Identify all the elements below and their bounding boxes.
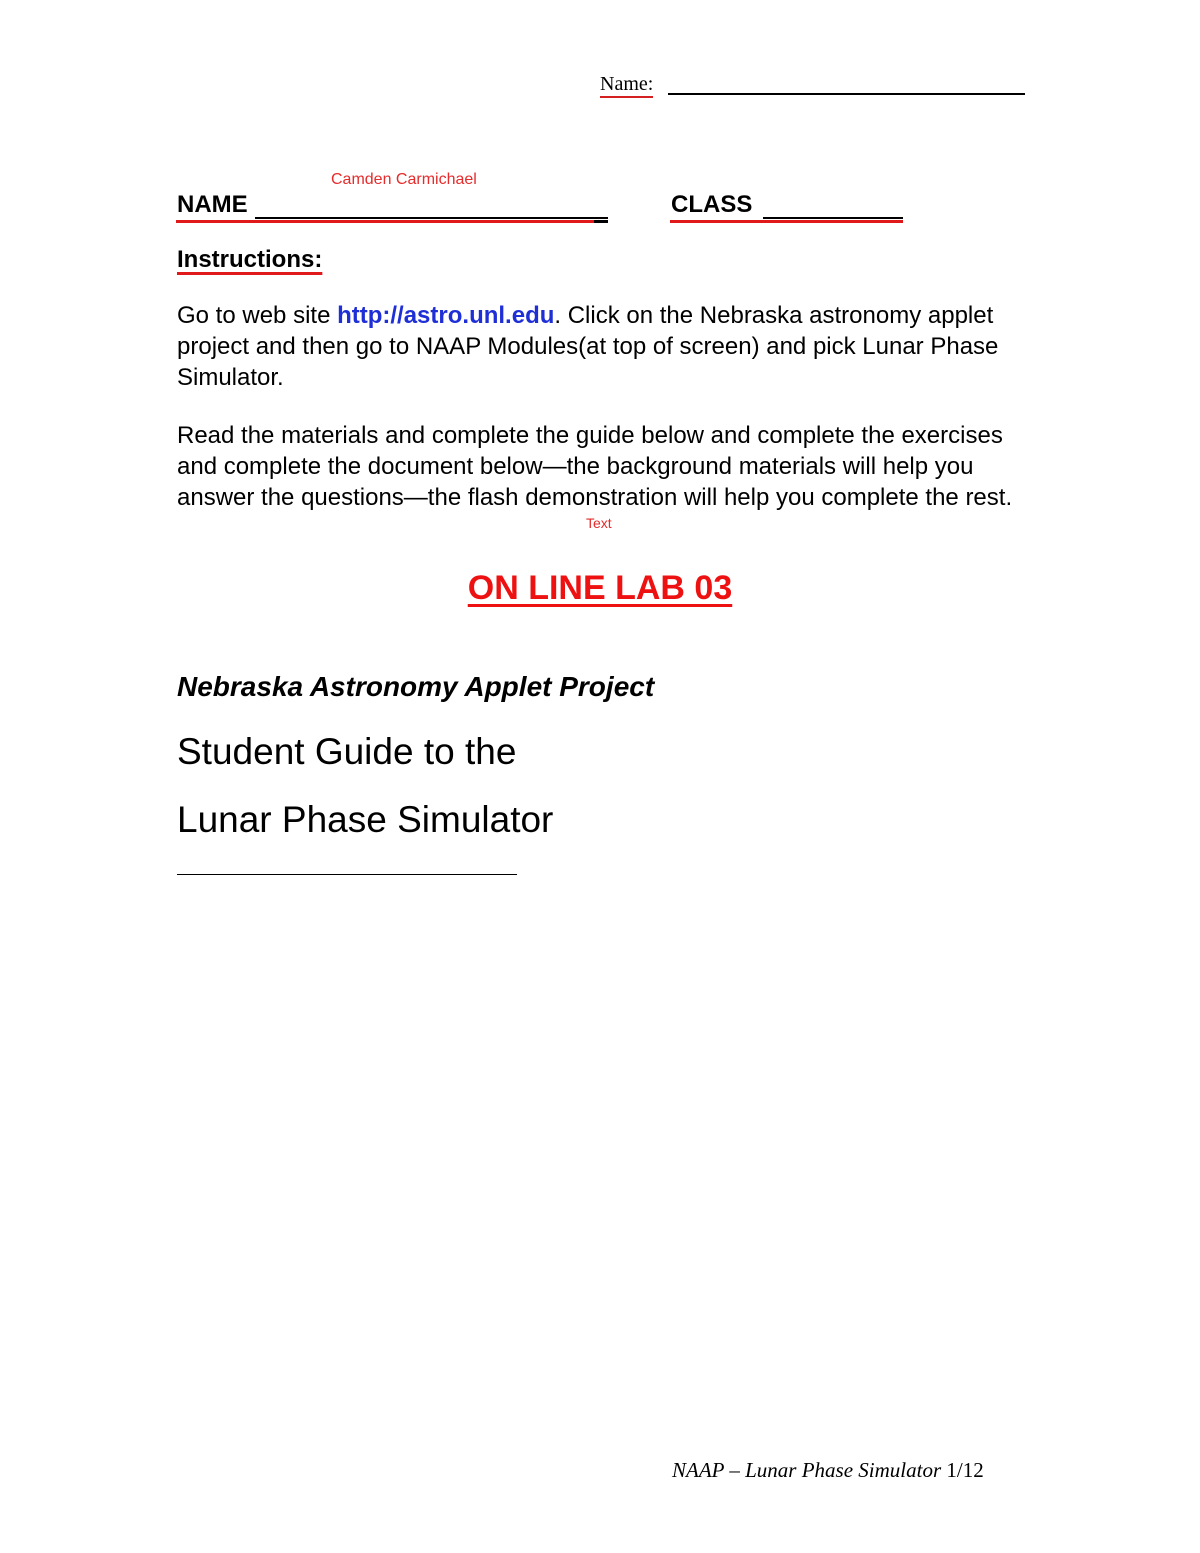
astro-website-link[interactable]: http://astro.unl.edu bbox=[337, 302, 555, 329]
instructions-p1-after: . Click on the Nebraska astronomy applet project and then go to NAAP Modules(at top of screen) and pick Lunar Phase Simulator. bbox=[177, 302, 999, 391]
guide-title-line-1: Student Guide to the bbox=[177, 731, 517, 772]
instructions-heading: Instructions: bbox=[177, 246, 323, 273]
name-field-line bbox=[255, 217, 608, 219]
lab-title-text: ON LINE LAB 03 bbox=[467, 569, 733, 607]
guide-title-line-2: Lunar Phase Simulator bbox=[177, 799, 554, 840]
page-footer bbox=[672, 1457, 984, 1483]
instructions-paragraph-1 bbox=[177, 300, 1037, 393]
project-title: Nebraska Astronomy Applet Project bbox=[177, 671, 655, 702]
footer-label: NAAP – Lunar Phase Simulator bbox=[672, 1458, 942, 1482]
header-name-line bbox=[668, 93, 1025, 95]
guide-title-rule bbox=[177, 874, 517, 875]
class-field-line bbox=[763, 217, 903, 219]
name-field-highlight bbox=[176, 220, 594, 223]
student-name-annotation[interactable]: Camden Carmichael bbox=[331, 171, 477, 188]
class-field-highlight bbox=[670, 220, 903, 223]
name-field-label: NAME bbox=[177, 191, 248, 218]
instructions-paragraph-2: Read the materials and complete the guide below and complete the exercises and complete the document below—the background materials will help you answer the questions—the flash demonstration will help you complete the rest. bbox=[177, 422, 1013, 511]
name-field-dash bbox=[594, 220, 608, 223]
lab-title bbox=[0, 568, 1200, 608]
text-annotation-marker[interactable]: Text bbox=[586, 515, 612, 531]
instructions-p1-before: Go to web site bbox=[177, 302, 338, 329]
header-name-label: Name: bbox=[600, 72, 653, 98]
footer-page-number: 1/12 bbox=[946, 1458, 984, 1482]
class-field-label: CLASS bbox=[671, 191, 753, 218]
